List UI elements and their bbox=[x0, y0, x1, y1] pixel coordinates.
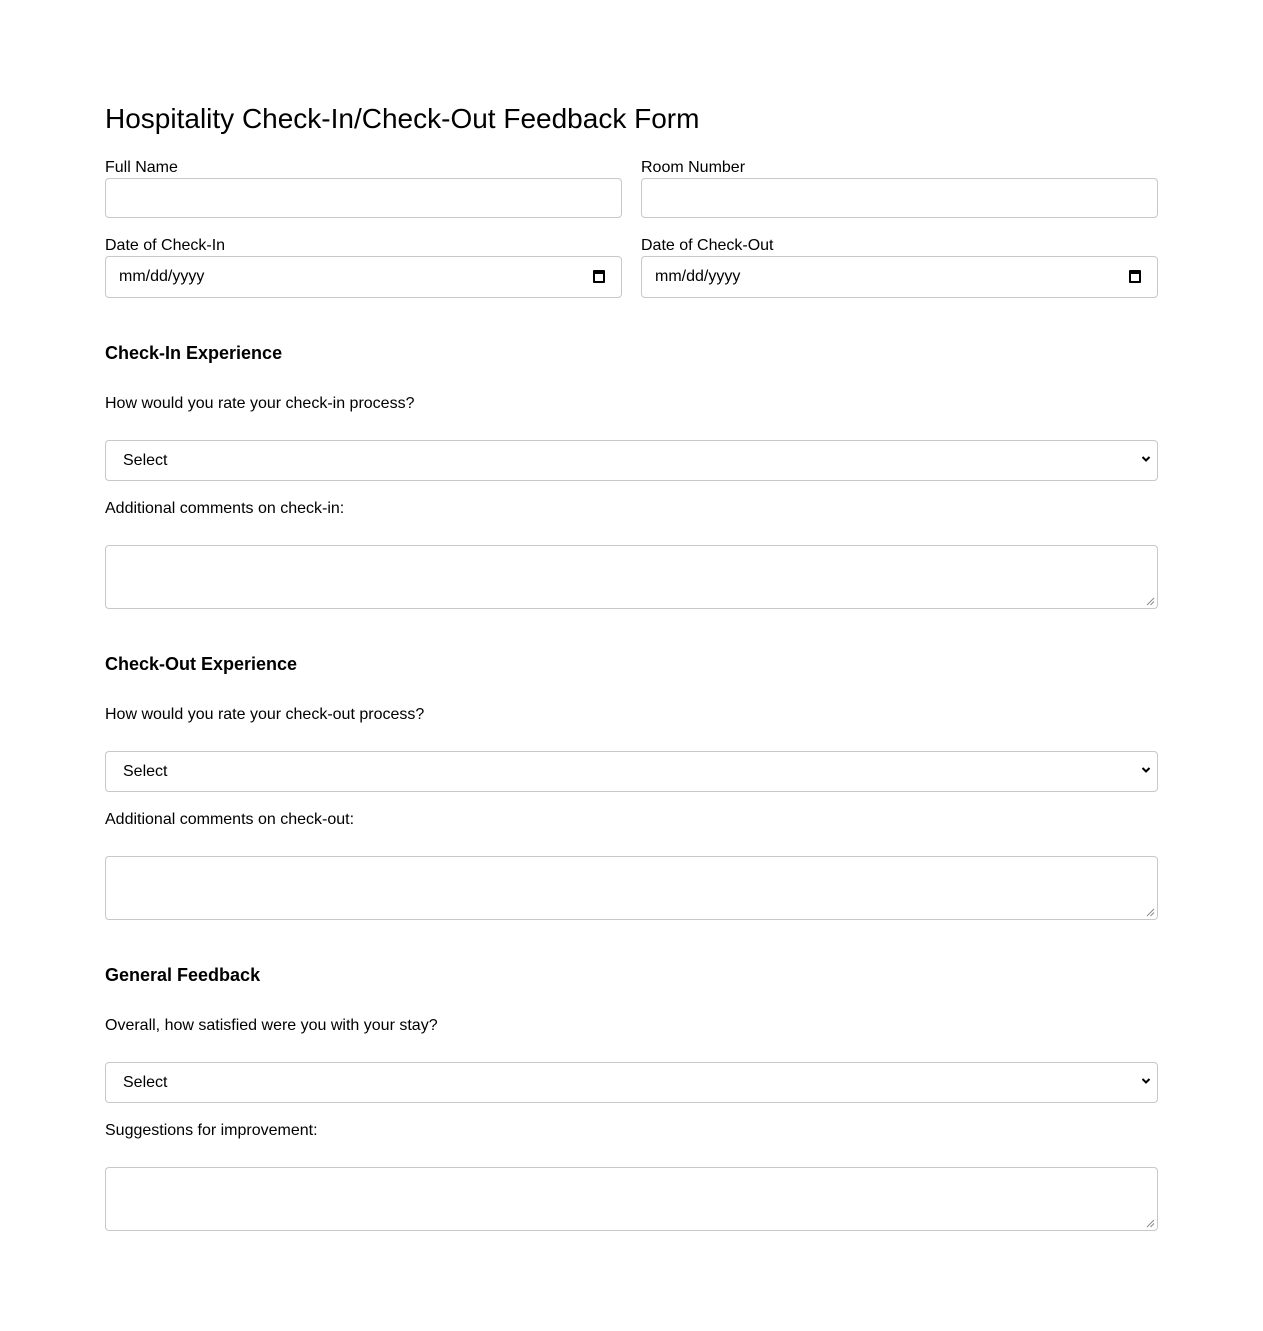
check-out-rating-question: How would you rate your check-out process? bbox=[105, 706, 425, 723]
suggestions-label: Suggestions for improvement: bbox=[105, 1122, 318, 1139]
resize-handle-icon[interactable] bbox=[1146, 597, 1155, 606]
chevron-down-icon bbox=[1141, 765, 1151, 775]
overall-satisfaction-question: Overall, how satisfied were you with your stay? bbox=[105, 1017, 438, 1034]
calendar-icon[interactable] bbox=[593, 270, 605, 283]
check-in-rating-question: How would you rate your check-in process? bbox=[105, 395, 415, 412]
check-in-comments-label: Additional comments on check-in: bbox=[105, 500, 345, 517]
check-in-rating-value: Select bbox=[123, 452, 168, 469]
full-name-group bbox=[105, 159, 622, 218]
check-out-rating-select[interactable] bbox=[105, 751, 1158, 792]
room-number-group bbox=[641, 159, 1158, 218]
check-in-date-placeholder: mm/dd/yyyy bbox=[119, 268, 205, 285]
guest-info-row bbox=[105, 159, 1158, 218]
full-name-label: Full Name bbox=[105, 159, 178, 176]
overall-satisfaction-select[interactable] bbox=[105, 1062, 1158, 1103]
check-in-date-group bbox=[105, 237, 622, 298]
calendar-icon[interactable] bbox=[1129, 270, 1141, 283]
room-number-input[interactable] bbox=[641, 178, 1158, 218]
full-name-input[interactable] bbox=[105, 178, 622, 218]
chevron-down-icon bbox=[1141, 454, 1151, 464]
check-in-rating-select[interactable] bbox=[105, 440, 1158, 481]
general-feedback-section-heading: General Feedback bbox=[105, 965, 261, 985]
check-out-comments-textarea[interactable] bbox=[105, 856, 1158, 920]
suggestions-textarea[interactable] bbox=[105, 1167, 1158, 1231]
check-in-comments-textarea[interactable] bbox=[105, 545, 1158, 609]
chevron-down-icon bbox=[1141, 1076, 1151, 1086]
page-title: Hospitality Check-In/Check-Out Feedback Form bbox=[105, 103, 700, 134]
check-in-section-heading: Check-In Experience bbox=[105, 343, 283, 363]
stay-dates-row bbox=[105, 237, 1158, 298]
check-out-date-label: Date of Check-Out bbox=[641, 237, 774, 254]
check-out-section-heading: Check-Out Experience bbox=[105, 654, 298, 674]
resize-handle-icon[interactable] bbox=[1146, 908, 1155, 917]
check-out-date-placeholder: mm/dd/yyyy bbox=[655, 268, 741, 285]
check-out-rating-value: Select bbox=[123, 763, 168, 780]
check-out-comments-label: Additional comments on check-out: bbox=[105, 811, 355, 828]
room-number-label: Room Number bbox=[641, 159, 746, 176]
check-out-date-group bbox=[641, 237, 1158, 298]
check-in-date-label: Date of Check-In bbox=[105, 237, 226, 254]
check-out-date-input[interactable] bbox=[641, 256, 1158, 298]
check-in-date-input[interactable] bbox=[105, 256, 622, 298]
resize-handle-icon[interactable] bbox=[1146, 1219, 1155, 1228]
overall-satisfaction-value: Select bbox=[123, 1074, 168, 1091]
